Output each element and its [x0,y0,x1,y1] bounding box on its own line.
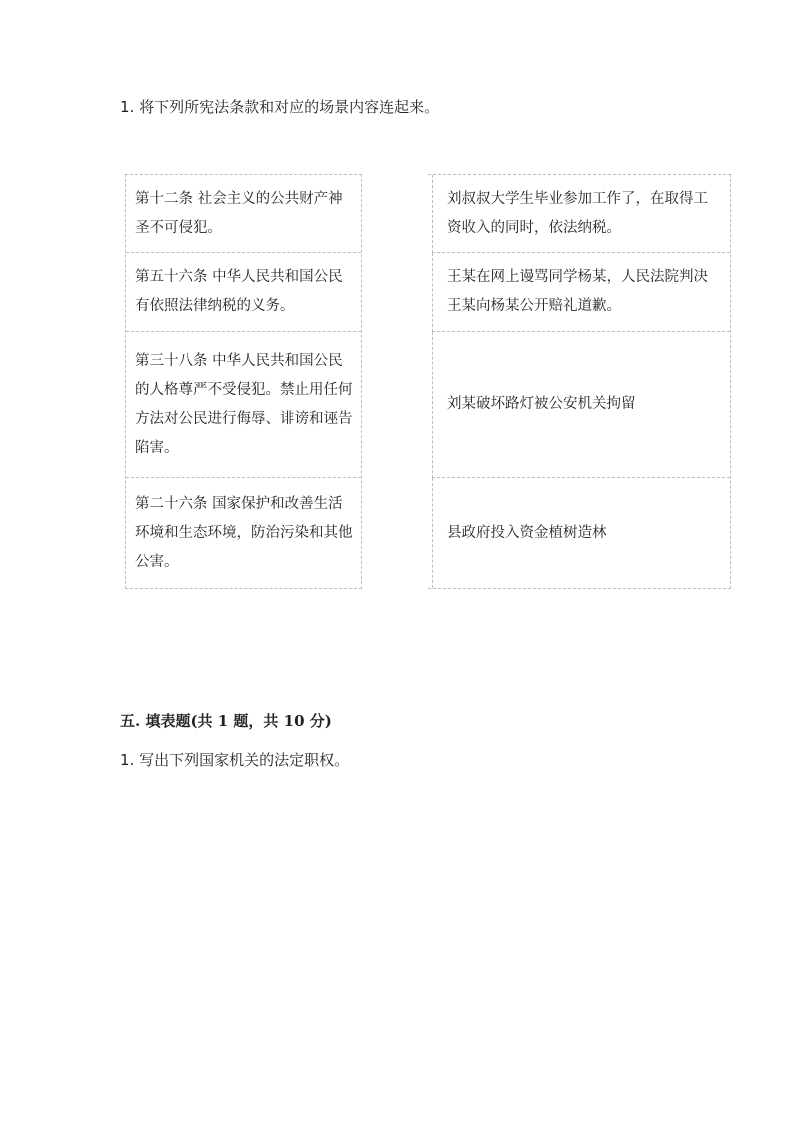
scenario-text: 刘某破坏路灯被公安机关拘留 [447,396,636,412]
scenario-text: 县政府投入资金植树造林 [447,524,607,541]
section-5-question: 1. 写出下列国家机关的法定职权。 [120,751,350,769]
clause-column [125,174,362,589]
scenario-item[interactable] [432,332,730,478]
clause-text: 第十二条 社会主义的公共财产神圣不可侵犯。 [135,190,343,236]
scenario-item[interactable] [432,253,730,332]
clause-item[interactable] [126,253,361,332]
scenario-text: 刘叔叔大学生毕业参加工作了，在取得工资收入的同时，依法纳税。 [447,190,708,236]
scenario-item[interactable] [432,175,730,253]
scenario-text: 王某在网上谩骂同学杨某，人民法院判决王某向杨某公开赔礼道歉。 [447,269,708,314]
question-1-text: 1. 将下列所宪法条款和对应的场景内容连起来。 [120,98,440,116]
clause-item[interactable] [126,478,361,588]
clause-item[interactable] [126,175,361,253]
scenario-item[interactable] [432,478,730,588]
scenario-column [428,174,731,589]
clause-item[interactable] [126,332,361,478]
clause-text: 第五十六条 中华人民共和国公民有依照法律纳税的义务。 [135,269,343,314]
clause-text: 第三十八条 中华人民共和国公民的人格尊严不受侵犯。禁止用任何方法对公民进行侮辱、诽谤和诬告陷害。 [135,352,353,456]
clause-text: 第二十六条 国家保护和改善生活环境和生态环境，防治污染和其他公害。 [135,495,353,570]
section-5-heading: 五. 填表题(共 1 题，共 10 分) [120,712,332,730]
